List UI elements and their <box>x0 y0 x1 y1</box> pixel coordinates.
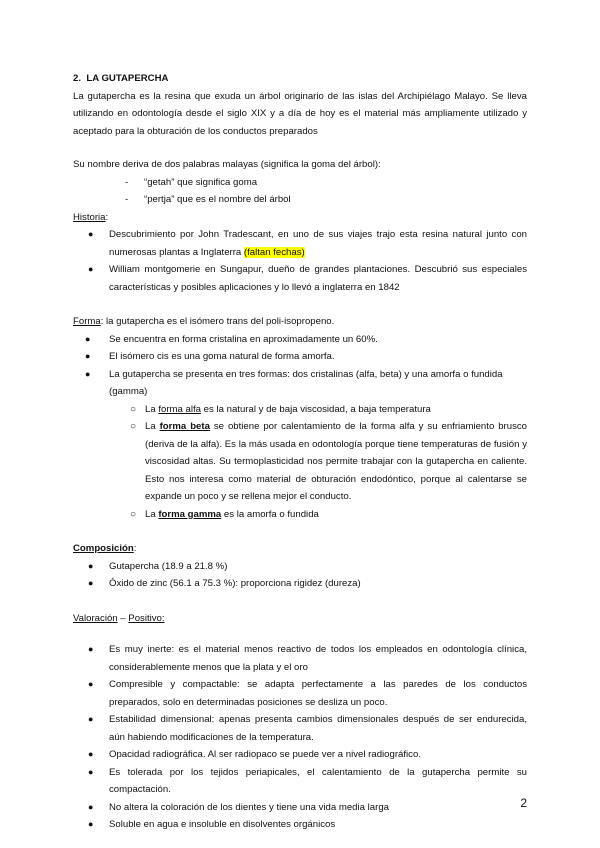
bullet-icon: ● <box>88 714 94 724</box>
bullet-icon: ● <box>88 766 94 777</box>
section-title: LA GUTAPERCHA <box>86 73 169 84</box>
list-item: ● Soluble en agua e insoluble en disolventes orgánicos <box>73 816 527 834</box>
list-item: ○ La forma alfa es la natural y de baja viscosidad, a baja temperatura <box>109 401 527 419</box>
list-item: ● Descubrimiento por John Tradescant, en uno de sus viajes trajo esta resina natural junto con numerosas plantas a Inglaterra (faltan fechas) <box>73 226 527 261</box>
list-item: ● Gutapercha (18.9 a 21.8 %) <box>73 558 527 576</box>
section-number: 2. <box>73 73 82 84</box>
section-heading <box>73 70 527 88</box>
bullet-icon: ● <box>88 229 94 239</box>
list-item: ● No altera la coloración de los dientes y tiene una vida media larga <box>73 799 527 817</box>
historia-heading: Historia: <box>73 211 109 223</box>
list-item: ○ La forma gamma es la amorfa o fundida <box>109 506 527 524</box>
composicion-heading: Composición: <box>73 543 137 554</box>
bullet-icon: ● <box>88 578 94 588</box>
historia-list <box>73 226 527 296</box>
term-forma-alfa: forma alfa <box>158 403 202 415</box>
circle-bullet-icon: ○ <box>130 403 137 415</box>
list-item: ● William montgomerie en Sungapur, dueño de grandes plantaciones. Descubrió sus especiales características y posibles aplicaciones y lo llevó a inglaterra en 1842 <box>73 261 527 296</box>
bullet-icon: ● <box>88 819 94 829</box>
list-item: - “getah” que significa goma <box>73 174 527 192</box>
bullet-icon: ● <box>88 560 94 571</box>
forma-list <box>73 331 527 524</box>
composicion-list <box>73 558 527 593</box>
etymology-list <box>73 174 527 209</box>
valoracion-heading: Valoración – Positivo: <box>73 612 165 624</box>
bullet-icon: ● <box>88 679 94 689</box>
circle-bullet-icon: ○ <box>130 421 137 432</box>
bullet-icon: ● <box>85 368 91 379</box>
bullet-icon: ● <box>88 801 94 812</box>
list-item: ● Es tolerada por los tejidos periapicales, el calentamiento de la gutapercha permite su compactación. <box>73 764 527 799</box>
term-forma-beta: forma beta <box>159 421 210 432</box>
term-forma-gamma: forma gamma <box>158 508 222 520</box>
intro-paragraph: La gutapercha es la resina que exuda un árbol originario de las islas del Archipiélago Malayo. Se lleva utilizando en odontología desde el siglo XIX y a día de hoy es el material más ampliamente utilizado y aceptado para la obturación de los conductos preparados <box>73 90 527 137</box>
list-item: ● La gutapercha se presenta en tres formas: dos cristalinas (alfa, beta) y una amorfa o fundida (gamma) ○ La forma alfa es la natural y de baja viscosidad, a baja temperatura ○ La forma beta se obtiene por calentamiento de la forma alfa y su enfriamiento brusco (deriva de la alfa). Es la más usada en odontología porque tiene temperaturas de fusión y viscosidad altas. Su termoplasticidad nos permite trabajar con la gutapercha en caliente. Esto nos interesa como material de obturación endodóntico, porque al calentarse se expande un poco y se rellena mejor el conducto. ○ La forma gamma es la amorfa o fundida <box>73 366 527 524</box>
bullet-icon: ● <box>88 264 94 274</box>
bullet-icon: ● <box>85 333 91 344</box>
bullet-icon: ● <box>88 644 94 654</box>
dash-marker: - <box>125 176 129 188</box>
document-page <box>73 70 527 834</box>
page-number: 2 <box>520 796 527 810</box>
etymology-text: Su nombre deriva de dos palabras malayas (significa la goma del árbol): <box>73 159 381 170</box>
highlighted-note: (faltan fechas) <box>243 246 305 258</box>
list-item: ● Se encuentra en forma cristalina en aproximadamente un 60%. <box>73 331 527 349</box>
forma-heading: Forma: la gutapercha es el isómero trans del poli-isopropeno. <box>73 316 335 327</box>
list-item: ● El isómero cis es una goma natural de forma amorfa. <box>73 348 527 366</box>
circle-bullet-icon: ○ <box>130 508 137 520</box>
list-item: - “pertja” que es el nombre del árbol <box>73 191 527 209</box>
bullet-icon: ● <box>85 351 91 361</box>
list-item: ● Estabilidad dimensional: apenas presenta cambios dimensionales después de ser endurecida, aún habiendo modificaciones de la temperatura. <box>73 711 527 746</box>
list-item: ● Óxido de zinc (56.1 a 75.3 %): proporciona rigidez (dureza) <box>73 575 527 593</box>
list-item: ○ La forma beta se obtiene por calentamiento de la forma alfa y su enfriamiento brusco (deriva de la alfa). Es la más usada en odontología porque tiene temperaturas de fusión y viscosidad altas. Su termoplasticidad nos permite trabajar con la gutapercha en caliente. Esto nos interesa como material de obturación endodóntico, porque al calentarse se expande un poco y se rellena mejor el conducto. <box>109 418 527 506</box>
list-item: ● Es muy inerte: es el material menos reactivo de todos los empleados en odontología clínica, considerablemente menos que la plata y el oro <box>73 641 527 676</box>
list-item: ● Opacidad radiográfica. Al ser radiopaco se puede ver a nivel radiográfico. <box>73 746 527 764</box>
forma-sub-list <box>109 401 527 524</box>
bullet-icon: ● <box>88 749 94 759</box>
valoracion-list <box>73 641 527 834</box>
dash-marker: - <box>125 194 129 205</box>
list-item: ● Compresible y compactable: se adapta perfectamente a las paredes de los conductos preparados, solo en determinadas posiciones se desliza un poco. <box>73 676 527 711</box>
